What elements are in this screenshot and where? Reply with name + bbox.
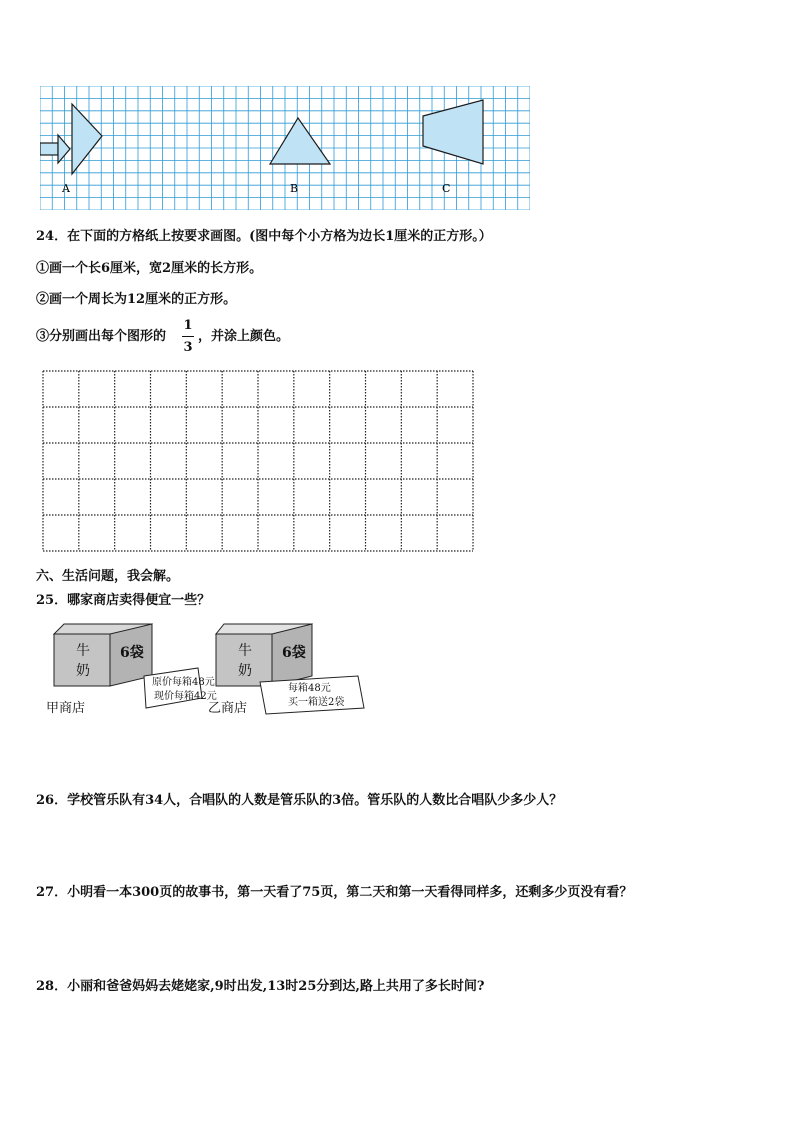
label-b: B xyxy=(290,182,299,195)
shop-b-sign-line-2: 买一箱送2袋 xyxy=(288,697,345,708)
drawing-grid-lines xyxy=(43,371,473,551)
shop-b-sign-line-1: 每箱48元 xyxy=(288,683,331,694)
q28-text: 28．小丽和爸爸妈妈去姥姥家,9时出发,13时25分到达,路上共用了多长时间? xyxy=(36,979,485,994)
drawing-grid[interactable] xyxy=(42,370,474,552)
shop-b-illustration xyxy=(208,620,370,720)
shop-b-name: 乙商店 xyxy=(208,701,248,716)
shop-a-sign-line-1: 原价每箱48元 xyxy=(152,677,215,688)
shop-b-box-word-2: 奶 xyxy=(238,663,252,679)
q24-item-3-prefix: ③分别画出每个图形的 xyxy=(36,329,167,344)
q24-item-3-suffix: ，并涂上颜色。 xyxy=(198,329,290,344)
section-6-title: 六、生活问题，我会解。 xyxy=(36,569,180,584)
q26-text: 26．学校管乐队有34人，合唱队的人数是管乐队的3倍。管乐队的人数比合唱队少多少人？ xyxy=(36,793,563,808)
shop-a-box-word-1: 牛 xyxy=(76,643,90,659)
q24-title: 24．在下面的方格纸上按要求画图。(图中每个小方格为边长1厘米的正方形。） xyxy=(36,229,492,244)
shop-b-box-count: 6袋 xyxy=(282,645,306,661)
q27-text: 27．小明看一本300页的故事书，第一天看了75页，第二天和第一天看得同样多，还剩多少页没有看？ xyxy=(36,885,633,900)
q24-item-1: ①画一个长6厘米，宽2厘米的长方形。 xyxy=(36,261,263,276)
figure-grid xyxy=(40,86,530,210)
fraction-bar xyxy=(182,336,194,337)
q25-title: 25．哪家商店卖得便宜一些？ xyxy=(36,593,211,608)
fraction-numerator: 1 xyxy=(183,318,193,333)
shape-a-arrow xyxy=(40,104,102,174)
shop-a-sign-line-2: 现价每箱42元 xyxy=(154,691,217,702)
q24-item-3 xyxy=(36,318,336,358)
shop-a-name: 甲商店 xyxy=(46,701,86,716)
q24-item-2: ②画一个周长为12厘米的正方形。 xyxy=(36,292,237,307)
shop-a-illustration xyxy=(44,620,217,720)
shop-a-box-count: 6袋 xyxy=(120,645,144,661)
shop-b-box-word-1: 牛 xyxy=(238,643,252,659)
label-c: C xyxy=(442,182,451,195)
label-a: A xyxy=(62,182,70,195)
fraction-denominator: 3 xyxy=(183,340,193,355)
shop-a-box-word-2: 奶 xyxy=(76,663,90,679)
shape-b-triangle xyxy=(270,118,330,164)
